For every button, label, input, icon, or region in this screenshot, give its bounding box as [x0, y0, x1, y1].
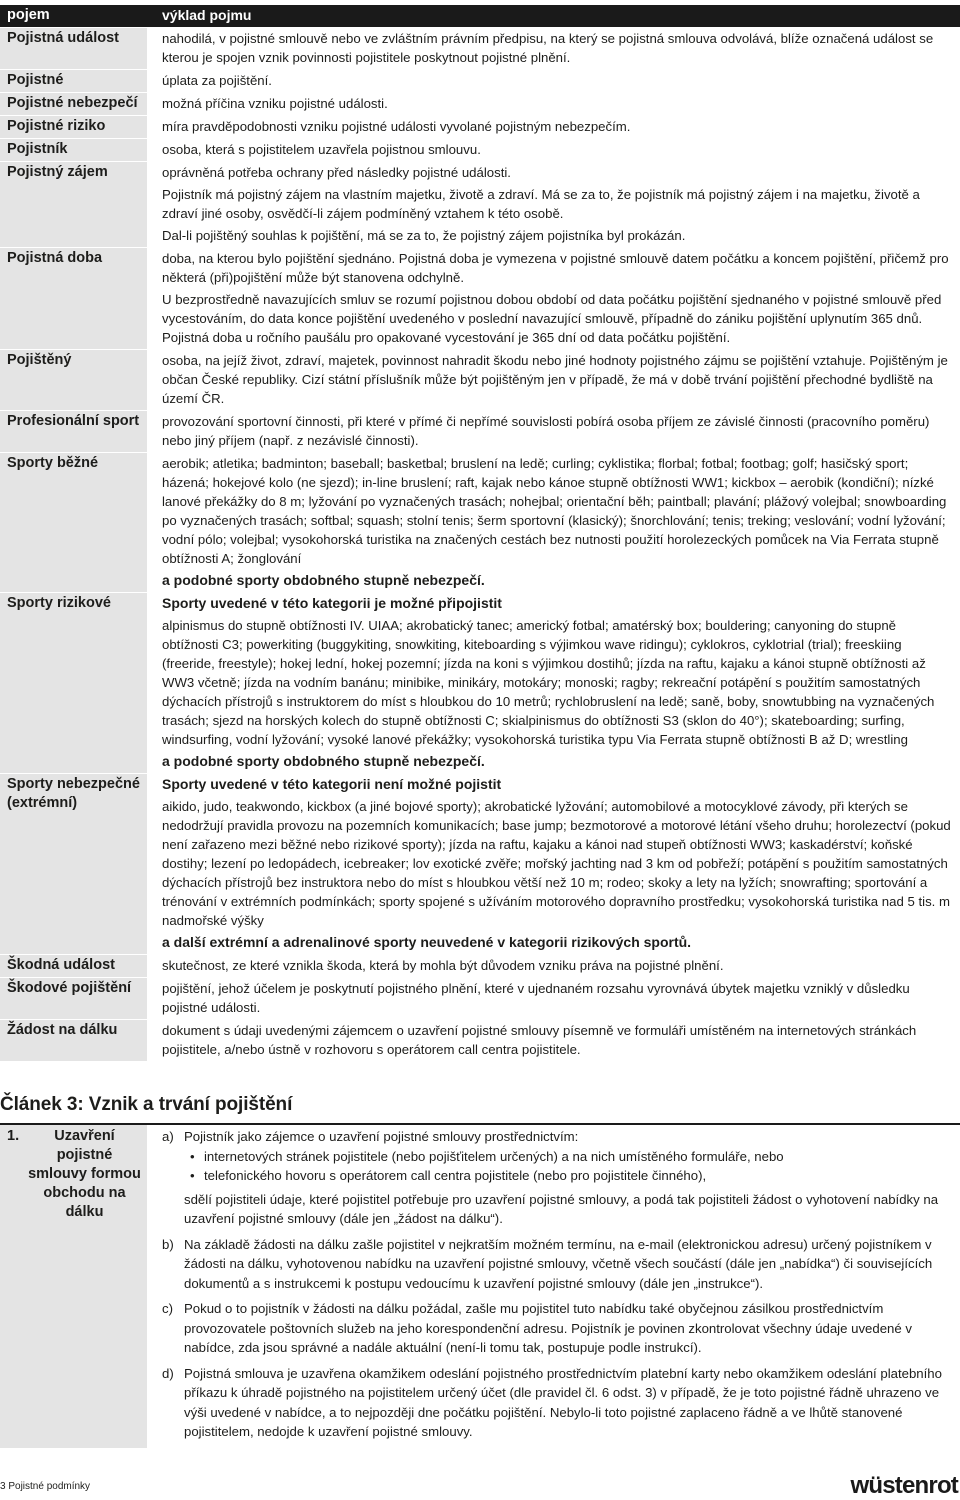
page-footer-label: 3 Pojistné podmínky — [0, 1481, 91, 1492]
article-list-item — [162, 1299, 954, 1358]
glossary-definition — [147, 978, 960, 1019]
glossary-definition — [147, 350, 960, 410]
glossary-bold-note: a podobné sporty obdobného stupně nebezpečí. — [162, 753, 485, 769]
glossary-definition — [147, 453, 960, 592]
glossary-row — [0, 115, 960, 138]
glossary-definition — [147, 248, 960, 349]
article-bullet-item: • internetových stránek pojistitele (nebo pojišťitelem určených) a na nich umístěného formuláře, nebo — [184, 1147, 954, 1167]
glossary-row — [0, 1019, 960, 1061]
glossary-definition — [147, 93, 960, 115]
glossary-term: Pojistná událost — [0, 28, 147, 69]
glossary-paragraph: možná příčina vzniku pojistné události. — [162, 96, 388, 111]
glossary-table — [0, 4, 960, 1061]
article-list-text: Pojistná smlouva je uzavřena okamžikem odeslání pojistného prostřednictvím platební karty nebo okamžikem odeslání platebního příkazu k úhradě pojistného na pojistitelem určený účet (dle pravidel čl. 6 odst. 3) v případě, že je toto pojistné řádně uhrazeno ve výši uvedené v nabídce, a to nejpozději dne počátku pojištění. Nebylo-li toto pojistné zaplaceno řádně a ve lhůtě stanovené pojistitelem, nedojde k uzavření pojistné smlouvy. — [184, 1365, 942, 1439]
glossary-term: Sporty nebezpečné (extrémní) — [0, 774, 147, 954]
glossary-bold-note: a podobné sporty obdobného stupně nebezpečí. — [162, 572, 485, 588]
article-list-marker: a) — [162, 1129, 174, 1144]
glossary-row — [0, 27, 960, 69]
glossary-row — [0, 349, 960, 410]
glossary-definition — [147, 116, 960, 138]
glossary-paragraph: aerobik; atletika; badminton; baseball; basketbal; bruslení na ledě; curling; cyklistika; florbal; fotbal; footbag; golf; hasičský sport; házená; hokejové kolo (ne sjezd); in-line bruslení; raft, kajak nebo kánoe stupně obtížnosti WW1; kickbox – aerobik (kondiční); nízké lanové překážky do 8 m; lyžování po vyznačených trasách; nohejbal; orientační běh; paintball; plavání; plážový volejbal; snowboarding po vyznačených trasách; softbal; squash; stolní tenis; šerm sportovní (klasický); šnorchlování; tenis; treking; veslování; vodní lyžování; vodní pólo; volejbal; vysokohorská turistika na značených cestách bez nutnosti použití horolezeckých pomůcek na Via Ferrata stupně obtížnosti A; žonglování — [162, 456, 947, 566]
glossary-row — [0, 977, 960, 1019]
wustenrot-logo: wüstenrot — [850, 1472, 958, 1499]
glossary-header-row — [0, 4, 960, 27]
article-list-marker: d) — [162, 1365, 174, 1381]
glossary-term: Pojistník — [0, 139, 147, 161]
glossary-row — [0, 138, 960, 161]
glossary-term: Škodná událost — [0, 955, 147, 977]
article-list-item — [162, 1235, 954, 1294]
glossary-paragraph: doba, na kterou bylo pojištění sjednáno. Pojistná doba je vymezena v pojistné smlouvě datem počátku a koncem pojištění, přičemž pro některá (při)pojištění může být stanovena odchylně. — [162, 251, 949, 285]
article-list-item — [162, 1364, 954, 1442]
glossary-row — [0, 247, 960, 349]
article-item-label: Uzavření pojistné smlouvy formou obchodu na dálku — [28, 1128, 141, 1220]
glossary-row — [0, 69, 960, 92]
glossary-bold-note: a další extrémní a adrenalinové sporty neuvedené v kategorii rizikových sportů. — [162, 934, 692, 950]
glossary-term: Sporty rizikové — [0, 593, 147, 773]
article-section — [0, 1125, 960, 1448]
glossary-term: Žádost na dálku — [0, 1020, 147, 1061]
glossary-paragraph: pojištění, jehož účelem je poskytnutí pojistného plnění, které v ujednaném rozsahu vyrovnává úbytek majetku vzniklý v důsledku pojistné události. — [162, 981, 910, 1015]
glossary-term: Pojistné nebezpečí — [0, 93, 147, 115]
glossary-paragraph: alpinismus do stupně obtížnosti IV. UIAA; akrobatický tanec; americký fotbal; amatérský box; bouldering; canyoning do stupně obtížnosti C3; powerkiting (buggykiting, snowkiting, kiteboarding s výjimkou wave ridingu); cyklokros, cyklotrial (trial); freeskiing (freeride, freestyle); hokej lední, hokej pozemní; jízda na koni s výjimkou dostihů; jízda na raftu, kajaku a kánoi stupně obtížnosti až WW3 včetně; jízda na vodním banánu; minibike, minikáry, motokáry; monoski; ragby; rekreační potápění s použitím samostatných dýchacích přístrojů s instruktorem do míst s hloubkou do 10 metrů; rychlobruslení na ledě; saně, boby, snowtubbing na vyznačených trasách; sjezd na horských kolech do stupně obtížnosti C; skialpinismus do obtížnosti S3 (sklon do 40°); skateboarding; surfing, windsurfing, vodní lyžování; vysoké lanové překážky; vysokohorská turistika typu Via Ferrata stupně obtížnosti B až D; wrestling — [162, 618, 935, 747]
article-list-text: Pokud o to pojistník v žádosti na dálku požádal, zašle mu pojistitel tuto nabídku také obyčejnou zásilkou prostřednictvím provozovatele poštovních služeb na jeho korespondenční adresu. Pojistník je povinen zkontrolovat všechny údaje uvedené v nabídce, zda jsou správné a nadále aktuální (není-li tomu tak, postupuje podle instrukcí). — [184, 1301, 912, 1355]
glossary-paragraph: U bezprostředně navazujících smluv se rozumí pojistnou dobou období od data počátku pojištění sjednaného v pojistné smlouvě před vycestováním, do data konce pojištění uvedeného v poslední navazující smlouvě, případně do zániku pojištění uplynutím 365 dnů. Pojistná doba u ročního paušálu pro opakované vycestování je 365 dní od data počátku pojištění. — [162, 292, 942, 345]
glossary-paragraph: provozování sportovní činnosti, při které v přímé či nepřímé souvislosti pobírá osoba příjem ze závislé činnosti (pracovního poměru) nebo jiný příjem (např. z nezávislé činnosti). — [162, 414, 930, 448]
glossary-definition — [147, 139, 960, 161]
article-list-marker: c) — [162, 1301, 173, 1316]
glossary-paragraph: úplata za pojištění. — [162, 73, 272, 88]
glossary-paragraph: oprávněná potřeba ochrany před následky pojistné události. — [162, 165, 511, 180]
article-list-text: Pojistník jako zájemce o uzavření pojistné smlouvy prostřednictvím: — [184, 1129, 579, 1144]
glossary-row — [0, 452, 960, 592]
glossary-definition — [147, 411, 960, 452]
glossary-paragraph: nahodilá, v pojistné smlouvě nebo ve zvláštním právním předpisu, na který se pojistná smlouva odvolává, blíže označená událost se kterou je spojen vznik povinnosti pojistitele poskytnout pojistné plnění. — [162, 31, 934, 65]
glossary-header-term: pojem — [0, 5, 147, 27]
glossary-term: Profesionální sport — [0, 411, 147, 452]
article-item-number: 1. — [7, 1128, 20, 1144]
glossary-paragraph: míra pravděpodobnosti vzniku pojistné události vyvolané pojistným nebezpečím. — [162, 119, 631, 134]
glossary-paragraph: dokument s údaji uvedenými zájemcem o uzavření pojistné smlouvy písemně ve formuláři umístěném na internetových stránkách pojistitele, a/nebo ústně v rozhovoru s operátorem call centra pojistitele. — [162, 1023, 917, 1057]
glossary-paragraph: osoba, která s pojistitelem uzavřela pojistnou smlouvu. — [162, 142, 481, 157]
glossary-definition — [147, 1020, 960, 1061]
glossary-definition — [147, 70, 960, 92]
glossary-term: Pojištěný — [0, 350, 147, 410]
glossary-definition — [147, 162, 960, 247]
article-list-text: Na základě žádosti na dálku zašle pojistitel v nejkratším možném termínu, na e-mail (elektronickou adresu) určený pojistníkem v žádosti na dálku, vyhotovenou nabídku na uzavření pojistné smlouvy, včetně všech součástí (dále jen „nabídka“) či souvisejících dokumentů a s instrukcemi k postupu vedoucímu k uzavření pojistné smlouvy (dále jen „instrukce“). — [184, 1236, 933, 1291]
article-title: Článek 3: Vznik a trvání pojištění — [0, 1094, 293, 1115]
glossary-definition — [147, 955, 960, 977]
glossary-bold-heading: Sporty uvedené v této kategorii není možné pojistit — [162, 776, 502, 792]
glossary-row — [0, 954, 960, 977]
article-bullet-item: • telefonického hovoru s operátorem call centra pojistitele (nebo pro pojistitele činného), — [184, 1166, 954, 1186]
article-list-item — [162, 1127, 954, 1229]
article-list-continuation: sdělí pojistiteli údaje, které pojistitel potřebuje pro uzavření pojistné smlouvy, a podá tak pojistiteli žádost o vyhotovení nabídky na uzavření pojistné smlouvy (dále jen „žádost na dálku“). — [184, 1191, 939, 1226]
glossary-row — [0, 410, 960, 452]
glossary-row — [0, 592, 960, 773]
glossary-row — [0, 161, 960, 247]
glossary-term: Pojistný zájem — [0, 162, 147, 247]
glossary-header-definition: výklad pojmu — [162, 7, 252, 23]
glossary-term: Pojistná doba — [0, 248, 147, 349]
glossary-term: Pojistné riziko — [0, 116, 147, 138]
article-left-cell — [0, 1125, 147, 1448]
glossary-term: Sporty běžné — [0, 453, 147, 592]
article-items — [147, 1125, 960, 1448]
glossary-definition — [147, 28, 960, 69]
glossary-row — [0, 92, 960, 115]
glossary-paragraph: skutečnost, ze které vznikla škoda, která by mohla být důvodem vzniku práva na pojistné plnění. — [162, 958, 724, 973]
glossary-paragraph: aikido, judo, teakwondo, kickbox (a jiné bojové sporty); akrobatické lyžování; automobilové a motocyklové závody, při kterých se nedodržují pravidla provozu na pozemních komunikacích; base jump; bezmotorové a motorové létání všeho druhu; horolezectví (pokud není zařazeno mezi běžné nebo rizikové sporty); jízda na raftu, kajaku a kánoi nad stupeň obtížnosti WW3; kaskadérství; koňské dostihy; lezení po ledopádech, icebreaker; lov exotické zvěře; mořský jachting nad 3 km od pobřeží; potápění s použitím samostatných dýchacích přístrojů bez instruktora nebo do míst s hloubkou větší než 10 m; rodeo; skoky a lety na lyžích; snowrafting; sportování a trénování v extrémních podmínkách; sporty spojené s užíváním motorového dopravního prostředku; vysokohorská turistika nad 5 tis. m nadmořské výšky — [162, 799, 951, 928]
glossary-definition — [147, 593, 960, 773]
glossary-definition — [147, 774, 960, 954]
article-bullet-list — [184, 1147, 954, 1186]
glossary-bold-heading: Sporty uvedené v této kategorii je možné připojistit — [162, 595, 502, 611]
article-list-marker: b) — [162, 1236, 174, 1252]
glossary-term: Pojistné — [0, 70, 147, 92]
glossary-paragraph: Dal-li pojištěný souhlas k pojištění, má se za to, že pojistný zájem pojistníka byl prokázán. — [162, 228, 686, 243]
glossary-paragraph: osoba, na jejíž život, zdraví, majetek, povinnost nahradit škodu nebo jiné hodnoty pojistného zájmu se pojištění vztahuje. Pojištěným je občan České republiky. Cizí státní příslušník může být pojištěným jen v případě, že má v době trvání pojištění přechodné bydliště na území ČR. — [162, 353, 948, 406]
glossary-term: Škodové pojištění — [0, 978, 147, 1019]
glossary-row — [0, 773, 960, 954]
glossary-paragraph: Pojistník má pojistný zájem na vlastním majetku, životě a zdraví. Má se za to, že pojistník má pojistný zájem i na majetku, životě a zdraví jiné osoby, osvědčí-li zájem podmíněný vztahem k této osobě. — [162, 187, 920, 221]
